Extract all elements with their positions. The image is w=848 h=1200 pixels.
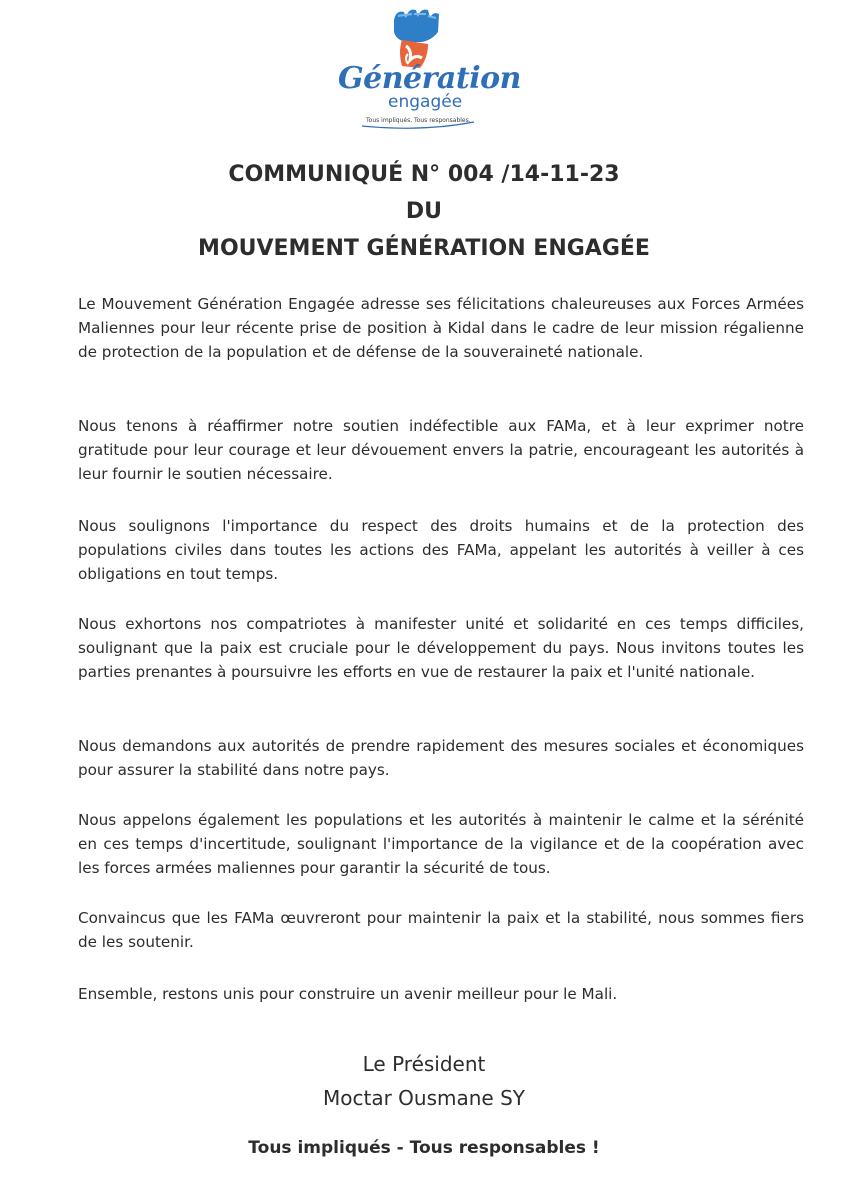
paragraph-human-rights: Nous soulignons l'importance du respect des droits humains et de la protection des populations civiles dans toutes les actions des FAMa, appelant les autorités à veiller à ces obligations en tout temps. [78, 517, 804, 583]
signature-title: Le Président [362, 1052, 486, 1076]
signature-name: Moctar Ousmane SY [323, 1086, 525, 1110]
motto: Tous impliqués - Tous responsables ! [248, 1138, 600, 1158]
communique-du-heading: DU [405, 199, 443, 224]
paragraph-measures: Nous demandons aux autorités de prendre rapidement des mesures sociales et économiques pour assurer la stabilité dans notre pays. [78, 737, 804, 779]
paragraph-together: Ensemble, restons unis pour construire un avenir meilleur pour le Mali. [78, 985, 618, 1003]
paragraph-calm: Nous appelons également les populations et les autorités à maintenir le calme et la sérénité en ces temps d'incertitude, soulignant l'importance de la vigilance et de la coopération avec les forces armées maliennes pour garantir la sécurité de tous. [78, 811, 804, 877]
movement-name-heading: MOUVEMENT GÉNÉRATION ENGAGÉE [198, 236, 650, 261]
paragraph-support: Nous tenons à réaffirmer notre soutien indéfectible aux FAMa, et à leur exprimer notre gratitude pour leur courage et leur dévouement envers la patrie, encourageant les autorités à leur fournir le soutien nécessaire. [78, 417, 804, 483]
communique-number-heading: COMMUNIQUÉ N° 004 /14-11-23 [228, 162, 620, 187]
logo-subtitle: engagée [388, 92, 463, 112]
generation-engagee-logo [332, 6, 521, 130]
paragraph-unity: Nous exhortons nos compatriotes à manifester unité et solidarité en ces temps difficiles, soulignant que la paix est cruciale pour le développement du pays. Nous invitons toutes les parties prenantes à poursuivre les efforts en vue de restaurer la paix et l'unité nationale. [78, 615, 804, 681]
paragraph-congratulations: Le Mouvement Génération Engagée adresse ses félicitations chaleureuses aux Forces Armées Maliennes pour leur récente prise de position à Kidal dans le cadre de leur mission régalienne de protection de la population et de défense de la souveraineté nationale. [78, 295, 804, 361]
logo-title: Génération [338, 61, 521, 96]
paragraph-pride: Convaincus que les FAMa œuvreront pour maintenir la paix et la stabilité, nous sommes fiers de les soutenir. [78, 909, 804, 951]
logo-tagline: Tous impliqués, Tous responsables. [366, 117, 471, 124]
